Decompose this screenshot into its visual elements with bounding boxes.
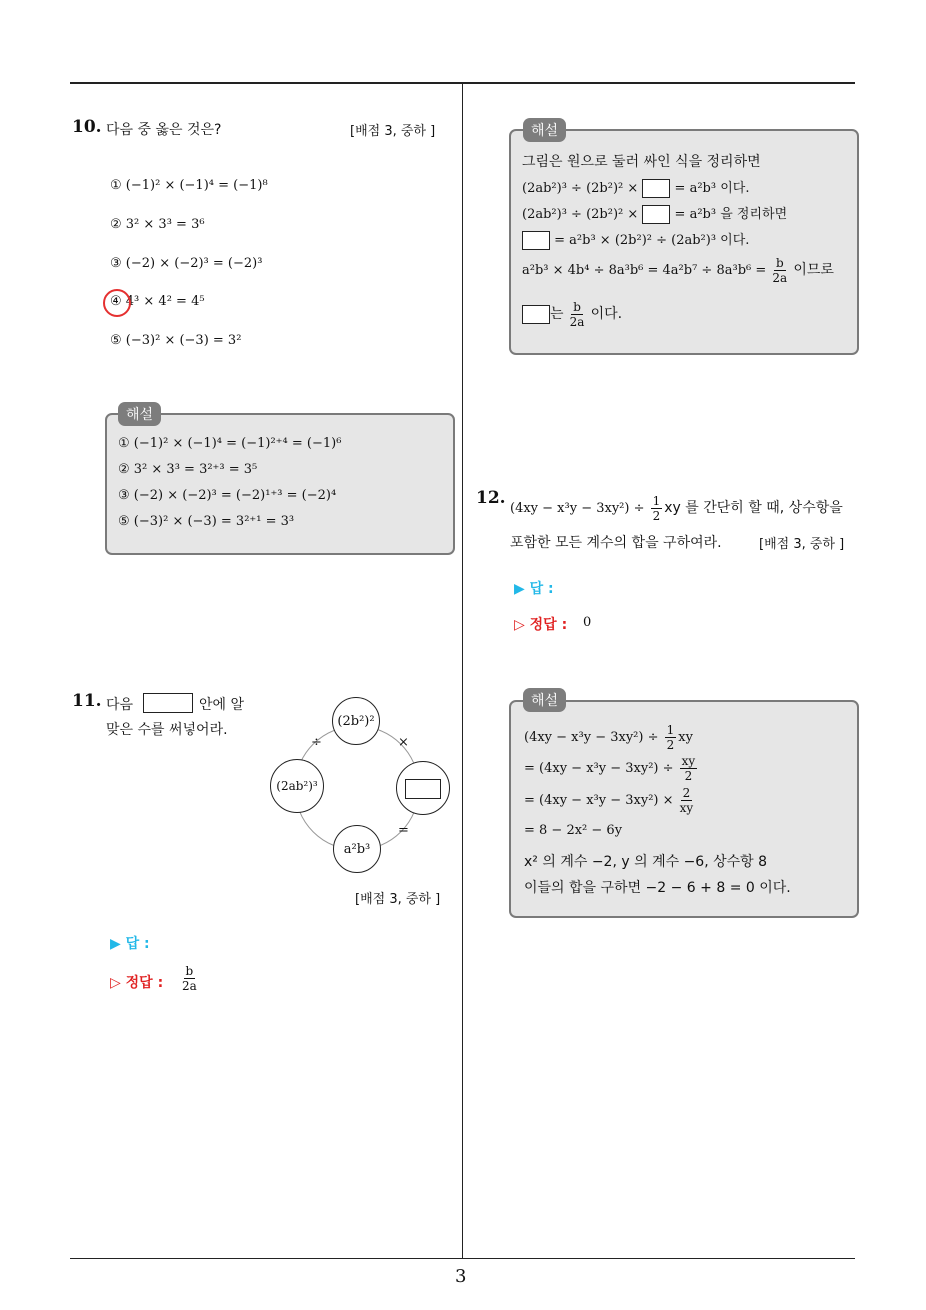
blank-box: [642, 205, 670, 224]
question-prompt: 포함한 모든 계수의 합을 구하여라.: [510, 535, 722, 551]
multiply-operator: ×: [398, 735, 409, 750]
solution-line: x² 의 계수 −2, y 의 계수 −6, 상수항 8: [524, 854, 768, 870]
choice-4: ④ 4³ × 4² = 4⁵: [110, 294, 205, 309]
solution-line: 는 $\frac{b}{2a}$ 이다.: [522, 300, 622, 329]
solution-line: (2ab²)³ ÷ (2b²)² × = a²b³ 을 정리하면: [522, 207, 788, 222]
solution-line: 이들의 합을 구하면 −2 − 6 + 8 = 0 이다.: [524, 880, 791, 896]
solution-tag: 해설: [118, 402, 161, 426]
solution-line: 그림은 원으로 둘러 싸인 식을 정리하면: [522, 154, 761, 170]
answer-label: ▶ 답 :: [514, 581, 554, 597]
question-prompt: (4xy − x³y − 3xy²) ÷ $\frac{1}{2}$ xy 를 간단히 할 때, 상수항을: [510, 494, 843, 523]
question-number: 10.: [72, 117, 102, 137]
solution-line: ⑤ (−3)² × (−3) = 3²⁺¹ = 3³: [118, 514, 295, 529]
answer-circle-mark: [103, 289, 131, 317]
correct-answer-fraction: $\frac{b}{2a}$: [182, 964, 197, 993]
blank-box: [405, 779, 441, 799]
question-number: 12.: [476, 488, 506, 508]
choice-1: ① (−1)² × (−1)⁴ = (−1)⁸: [110, 178, 268, 193]
solution-line: (2ab²)³ ÷ (2b²)² × = a²b³ 이다.: [522, 181, 750, 196]
solution-line: = a²b³ × (2b²)² ÷ (2ab²)³ 이다.: [522, 229, 749, 250]
question-prompt: 다음 중 옳은 것은?: [106, 122, 222, 138]
points-label: [배점 3, 중하 ]: [759, 537, 845, 552]
choice-3: ③ (−2) × (−2)³ = (−2)³: [110, 256, 263, 271]
solution-line: (4xy − x³y − 3xy²) ÷ $\frac{1}{2}$ xy: [524, 723, 693, 752]
solution-line: ① (−1)² × (−1)⁴ = (−1)²⁺⁴ = (−1)⁶: [118, 436, 342, 451]
points-label: [배점 3, 중하 ]: [350, 124, 436, 139]
solution-line: ② 3² × 3³ = 3²⁺³ = 3⁵: [118, 462, 258, 477]
solution-tag: 해설: [523, 688, 566, 712]
question-prompt: 안에 알: [199, 697, 245, 713]
points-label: [배점 3, 중하 ]: [355, 892, 441, 907]
question-prompt: 다음: [106, 697, 134, 713]
right-circle: [396, 761, 450, 815]
column-divider: [462, 84, 463, 1258]
question-number: 11.: [72, 691, 102, 711]
correct-answer-value: 0: [583, 615, 592, 630]
bottom-circle: a²b³: [333, 825, 381, 873]
correct-answer-label: ▷ 정답 :: [110, 975, 164, 991]
solution-line: = 8 − 2x² − 6y: [524, 823, 623, 838]
blank-box: [143, 693, 193, 713]
blank-box: [522, 305, 550, 324]
solution-line: = (4xy − x³y − 3xy²) × $\frac{2}{xy}$: [524, 786, 694, 815]
divide-operator: ÷: [311, 735, 322, 750]
solution-tag: 해설: [523, 118, 566, 142]
question-prompt: 맞은 수를 써넣어라.: [106, 722, 228, 738]
solution-line: a²b³ × 4b⁴ ÷ 8a³b⁶ = 4a²b⁷ ÷ 8a³b⁶ = $\frac{b}{2a}$ 이므로: [522, 256, 834, 285]
blank-box: [642, 179, 670, 198]
bottom-rule: [70, 1258, 855, 1259]
top-circle: (2b²)²: [332, 697, 380, 745]
answer-label: ▶ 답 :: [110, 936, 150, 952]
solution-box-10: [105, 413, 455, 555]
choice-2: ② 3² × 3³ = 3⁶: [110, 217, 205, 232]
solution-line: = (4xy − x³y − 3xy²) ÷ $\frac{xy}{2}$: [524, 754, 696, 783]
left-circle: (2ab²)³: [270, 759, 324, 813]
choice-5: ⑤ (−3)² × (−3) = 3²: [110, 333, 242, 348]
page-number: 3: [455, 1266, 467, 1287]
equals-operator: =: [398, 823, 409, 838]
correct-answer-label: ▷ 정답 :: [514, 617, 568, 633]
blank-box: [522, 231, 550, 250]
solution-line: ③ (−2) × (−2)³ = (−2)¹⁺³ = (−2)⁴: [118, 488, 337, 503]
